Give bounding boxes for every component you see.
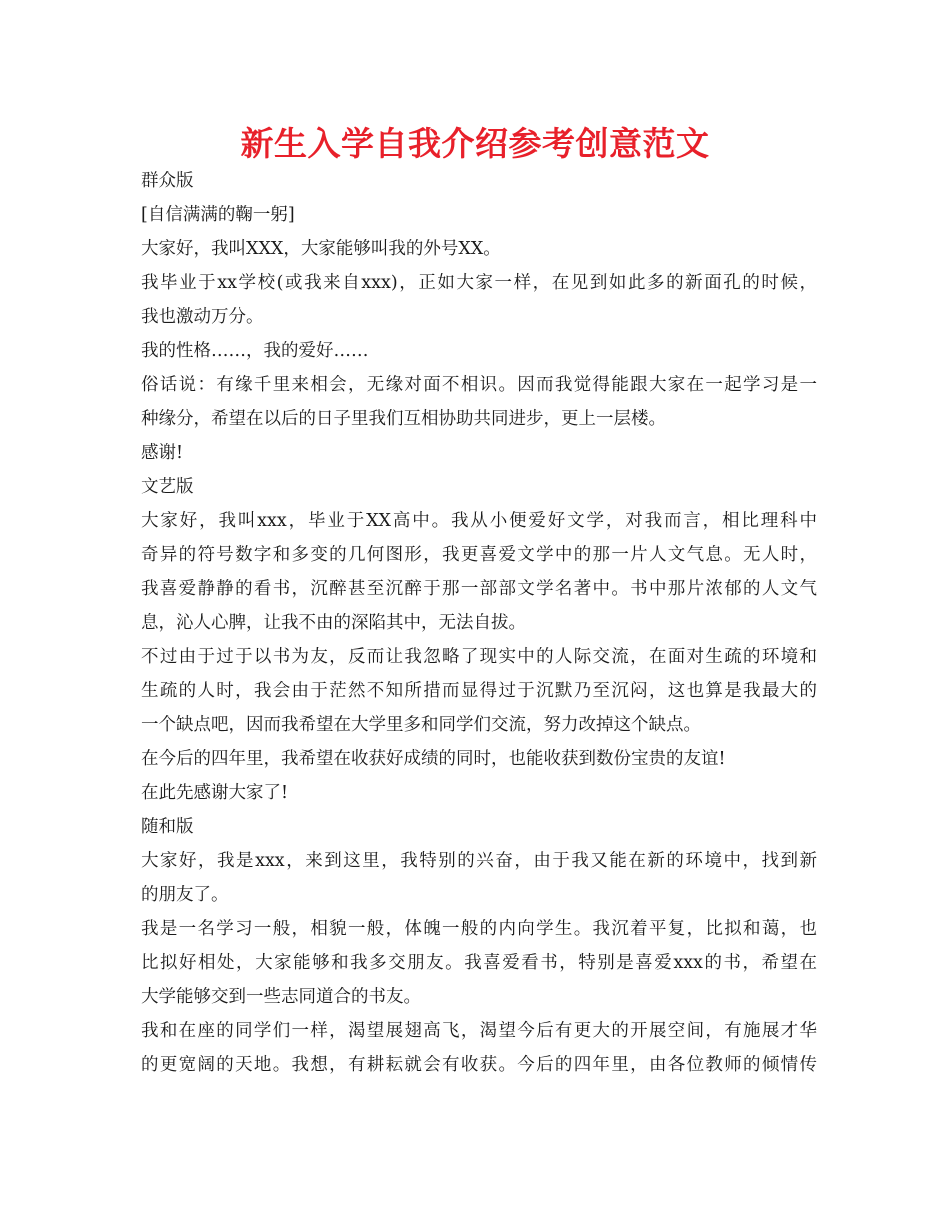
body-line: 种缘分，希望在以后的日子里我们互相协助共同进步，更上一层楼。 [141, 409, 666, 429]
body-line: 随和版 [141, 817, 194, 837]
body-line: [自信满满的鞠一躬] [141, 205, 295, 225]
body-line: 在此先感谢大家了! [141, 783, 289, 803]
body-line: 比拟好相处，大家能够和我多交朋友。我喜爱看书，特别是喜爱xxx的书，希望在 [141, 953, 817, 973]
body-line: 生疏的人时，我会由于茫然不知所措而显得过于沉默乃至沉闷，这也算是我最大的 [141, 681, 817, 701]
body-line: 我的性格……，我的爱好…… [141, 341, 369, 361]
body-line: 俗话说：有缘千里来相会，无缘对面不相识。因而我觉得能跟大家在一起学习是一 [141, 375, 817, 395]
body-line: 大家好，我叫xxx，毕业于XX高中。我从小便爱好文学，对我而言，相比理科中 [141, 511, 817, 531]
body-line: 大家好，我是xxx，来到这里，我特别的兴奋，由于我又能在新的环境中，找到新 [141, 851, 817, 871]
document-title: 新生入学自我介绍参考创意范文 [240, 124, 710, 163]
body-line: 文艺版 [141, 477, 194, 497]
body-line: 我是一名学习一般，相貌一般，体魄一般的内向学生。我沉着平复，比拟和蔼，也 [141, 919, 817, 939]
body-line: 我也激动万分。 [141, 307, 264, 327]
body-line: 我喜爱静静的看书，沉醉甚至沉醉于那一部部文学名著中。书中那片浓郁的人文气 [141, 579, 817, 599]
body-line: 群众版 [141, 171, 194, 191]
body-line: 感谢! [141, 443, 184, 463]
body-line: 不过由于过于以书为友，反而让我忽略了现实中的人际交流，在面对生疏的环境和 [141, 647, 817, 667]
body-line: 一个缺点吧，因而我希望在大学里多和同学们交流，努力改掉这个缺点。 [141, 715, 701, 735]
body-line: 我毕业于xx学校(或我来自xxx)，正如大家一样，在见到如此多的新面孔的时候， [141, 273, 817, 293]
body-line: 息，沁人心脾，让我不由的深陷其中，无法自拔。 [141, 613, 526, 633]
body-line: 大家好，我叫XXX，大家能够叫我的外号XX。 [141, 239, 501, 259]
body-line: 奇异的符号数字和多变的几何图形，我更喜爱文学中的那一片人文气息。无人时， [141, 545, 817, 565]
body-line: 在今后的四年里，我希望在收获好成绩的同时，也能收获到数份宝贵的友谊! [141, 749, 726, 769]
body-line: 的更宽阔的天地。我想，有耕耘就会有收获。今后的四年里，由各位教师的倾情传 [141, 1055, 817, 1075]
document-body [141, 164, 817, 1082]
body-line: 的朋友了。 [141, 885, 229, 905]
body-line: 大学能够交到一些志同道合的书友。 [141, 987, 421, 1007]
body-line: 我和在座的同学们一样，渴望展翅高飞，渴望今后有更大的开展空间，有施展才华 [141, 1021, 817, 1041]
